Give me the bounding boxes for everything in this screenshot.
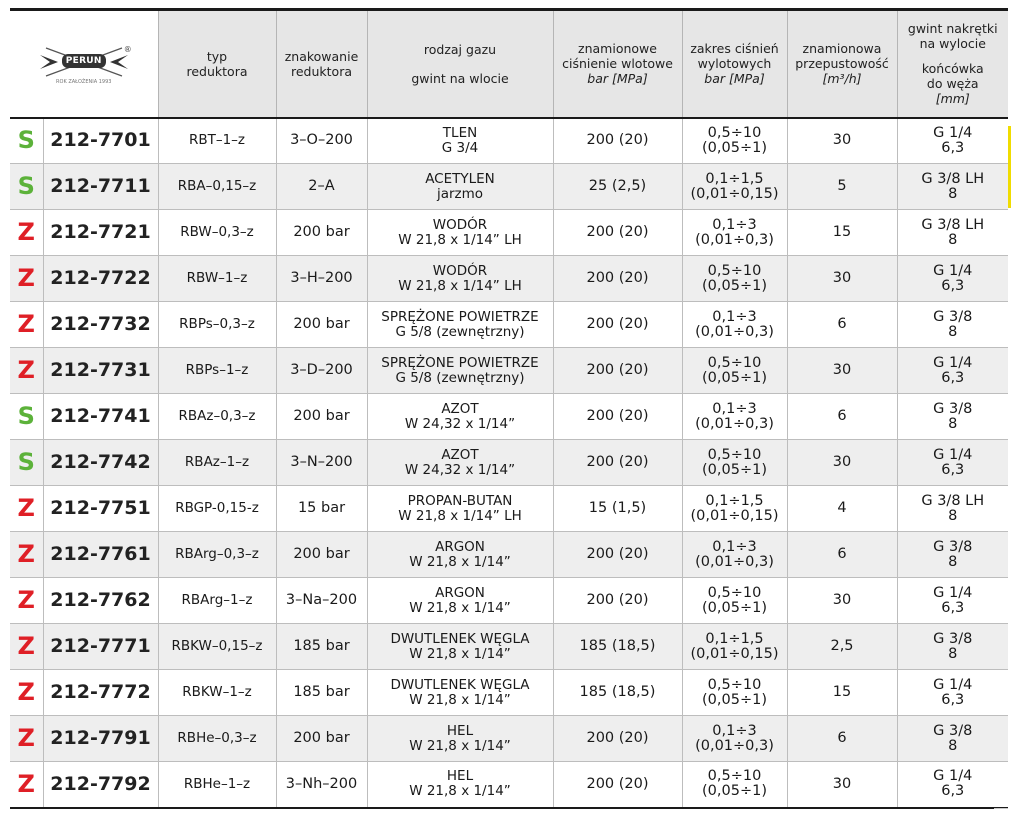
cell-typ: RBT–1–z bbox=[158, 118, 276, 164]
cell-typ: RBGP-0,15-z bbox=[158, 486, 276, 532]
cell-przepustowosc: 30 bbox=[787, 578, 897, 624]
cell-gwint: G 1/4 6,3 bbox=[897, 118, 1008, 164]
cell-gaz: ARGON W 21,8 x 1/14” bbox=[367, 578, 553, 624]
cell-znakowanie: 2–A bbox=[276, 164, 367, 210]
cell-zakres: 0,5÷10 (0,05÷1) bbox=[682, 256, 787, 302]
cell-zakres: 0,1÷3 (0,01÷0,3) bbox=[682, 532, 787, 578]
regulator-spec-sheet bbox=[10, 8, 1008, 809]
cell-znakowanie: 3–D–200 bbox=[276, 348, 367, 394]
cell-cisnienie: 200 (20) bbox=[553, 302, 682, 348]
class-badge: Z bbox=[10, 256, 43, 302]
cell-przepustowosc: 30 bbox=[787, 762, 897, 808]
catalog-number: 212-7741 bbox=[43, 394, 158, 440]
cell-znakowanie: 3–N–200 bbox=[276, 440, 367, 486]
catalog-number: 212-7751 bbox=[43, 486, 158, 532]
catalog-number: 212-7771 bbox=[43, 624, 158, 670]
cell-gwint: G 3/8 8 bbox=[897, 716, 1008, 762]
catalog-number: 212-7791 bbox=[43, 716, 158, 762]
header-zakres: zakres ciśnień wylotowych bar [MPa] bbox=[682, 10, 787, 118]
cell-znakowanie: 185 bar bbox=[276, 624, 367, 670]
cell-przepustowosc: 6 bbox=[787, 716, 897, 762]
cell-gaz: WODÓR W 21,8 x 1/14” LH bbox=[367, 256, 553, 302]
cell-cisnienie: 200 (20) bbox=[553, 210, 682, 256]
table-row bbox=[10, 486, 1008, 532]
cell-typ: RBArg–0,3–z bbox=[158, 532, 276, 578]
cell-cisnienie: 200 (20) bbox=[553, 716, 682, 762]
table-row bbox=[10, 762, 1008, 808]
class-badge: S bbox=[10, 164, 43, 210]
class-badge: Z bbox=[10, 486, 43, 532]
cell-cisnienie: 200 (20) bbox=[553, 394, 682, 440]
cell-cisnienie: 200 (20) bbox=[553, 578, 682, 624]
cell-gaz: ARGON W 21,8 x 1/14” bbox=[367, 532, 553, 578]
logo-cell bbox=[10, 10, 158, 118]
cell-typ: RBAz–0,3–z bbox=[158, 394, 276, 440]
perun-logo bbox=[36, 44, 132, 84]
catalog-number: 212-7761 bbox=[43, 532, 158, 578]
cell-przepustowosc: 30 bbox=[787, 440, 897, 486]
table-row bbox=[10, 394, 1008, 440]
class-badge: Z bbox=[10, 578, 43, 624]
cell-gwint: G 3/8 8 bbox=[897, 624, 1008, 670]
cell-znakowanie: 200 bar bbox=[276, 716, 367, 762]
class-badge: Z bbox=[10, 210, 43, 256]
cell-gaz: HEL W 21,8 x 1/14” bbox=[367, 762, 553, 808]
header-przepustowosc: znamionowa przepustowość [m³/h] bbox=[787, 10, 897, 118]
cell-gwint: G 3/8 8 bbox=[897, 394, 1008, 440]
cell-gwint: G 1/4 6,3 bbox=[897, 670, 1008, 716]
cell-cisnienie: 25 (2,5) bbox=[553, 164, 682, 210]
cell-typ: RBKW–0,15–z bbox=[158, 624, 276, 670]
regulator-table bbox=[10, 8, 1008, 809]
cell-zakres: 0,1÷3 (0,01÷0,3) bbox=[682, 302, 787, 348]
cell-zakres: 0,1÷3 (0,01÷0,3) bbox=[682, 210, 787, 256]
class-badge: Z bbox=[10, 302, 43, 348]
cell-cisnienie: 15 (1,5) bbox=[553, 486, 682, 532]
cell-cisnienie: 200 (20) bbox=[553, 256, 682, 302]
cell-przepustowosc: 5 bbox=[787, 164, 897, 210]
cell-typ: RBArg–1–z bbox=[158, 578, 276, 624]
header-znakowanie: znakowanie reduktora bbox=[276, 10, 367, 118]
catalog-number: 212-7731 bbox=[43, 348, 158, 394]
cell-znakowanie: 200 bar bbox=[276, 210, 367, 256]
cell-gaz: WODÓR W 21,8 x 1/14” LH bbox=[367, 210, 553, 256]
logo-tagline: ROK ZAŁOŻENIA 1993 bbox=[56, 78, 112, 85]
cell-znakowanie: 200 bar bbox=[276, 532, 367, 578]
cell-zakres: 0,1÷1,5 (0,01÷0,15) bbox=[682, 164, 787, 210]
cell-typ: RBW–0,3–z bbox=[158, 210, 276, 256]
cell-typ: RBAz–1–z bbox=[158, 440, 276, 486]
cell-znakowanie: 185 bar bbox=[276, 670, 367, 716]
header-gwint: gwint nakrętki na wylocie końcówka do węża [mm] bbox=[897, 10, 1008, 118]
cell-znakowanie: 3–O–200 bbox=[276, 118, 367, 164]
header-cisnienie: znamionowe ciśnienie wlotowe bar [MPa] bbox=[553, 10, 682, 118]
cell-gwint: G 3/8 8 bbox=[897, 532, 1008, 578]
cell-zakres: 0,1÷3 (0,01÷0,3) bbox=[682, 716, 787, 762]
class-badge: S bbox=[10, 394, 43, 440]
cell-gwint: G 3/8 8 bbox=[897, 302, 1008, 348]
table-row bbox=[10, 164, 1008, 210]
table-row bbox=[10, 348, 1008, 394]
cell-typ: RBKW–1–z bbox=[158, 670, 276, 716]
class-badge: Z bbox=[10, 624, 43, 670]
catalog-number: 212-7742 bbox=[43, 440, 158, 486]
table-row bbox=[10, 118, 1008, 164]
cell-gwint: G 1/4 6,3 bbox=[897, 578, 1008, 624]
cell-gaz: ACETYLEN jarzmo bbox=[367, 164, 553, 210]
header-row bbox=[10, 10, 1008, 118]
cell-przepustowosc: 15 bbox=[787, 210, 897, 256]
cell-typ: RBW–1–z bbox=[158, 256, 276, 302]
cell-typ: RBPs–1–z bbox=[158, 348, 276, 394]
class-badge: Z bbox=[10, 532, 43, 578]
cell-gwint: G 3/8 LH 8 bbox=[897, 486, 1008, 532]
cell-zakres: 0,1÷1,5 (0,01÷0,15) bbox=[682, 624, 787, 670]
cell-przepustowosc: 30 bbox=[787, 348, 897, 394]
cell-cisnienie: 200 (20) bbox=[553, 118, 682, 164]
cell-zakres: 0,1÷3 (0,01÷0,3) bbox=[682, 394, 787, 440]
cell-gwint: G 1/4 6,3 bbox=[897, 762, 1008, 808]
cell-znakowanie: 15 bar bbox=[276, 486, 367, 532]
cell-gwint: G 1/4 6,3 bbox=[897, 256, 1008, 302]
header-rodzaj-gazu: rodzaj gazu gwint na wlocie bbox=[367, 10, 553, 118]
table-row bbox=[10, 302, 1008, 348]
catalog-number: 212-7721 bbox=[43, 210, 158, 256]
cell-gaz: HEL W 21,8 x 1/14” bbox=[367, 716, 553, 762]
divider bbox=[994, 808, 1008, 809]
table-body bbox=[10, 118, 1008, 808]
cell-zakres: 0,5÷10 (0,05÷1) bbox=[682, 118, 787, 164]
header-typ: typ reduktora bbox=[158, 10, 276, 118]
cell-znakowanie: 3–Na–200 bbox=[276, 578, 367, 624]
logo-name: PERUN bbox=[65, 55, 102, 66]
cell-cisnienie: 200 (20) bbox=[553, 348, 682, 394]
cell-przepustowosc: 6 bbox=[787, 302, 897, 348]
catalog-number: 212-7762 bbox=[43, 578, 158, 624]
class-badge: Z bbox=[10, 762, 43, 808]
table-row bbox=[10, 716, 1008, 762]
cell-gaz: AZOT W 24,32 x 1/14” bbox=[367, 394, 553, 440]
catalog-number: 212-7722 bbox=[43, 256, 158, 302]
cell-przepustowosc: 4 bbox=[787, 486, 897, 532]
cell-cisnienie: 200 (20) bbox=[553, 762, 682, 808]
cell-gaz: SPRĘŻONE POWIETRZE G 5/8 (zewnętrzny) bbox=[367, 348, 553, 394]
table-row bbox=[10, 256, 1008, 302]
cell-gaz: DWUTLENEK WĘGLA W 21,8 x 1/14” bbox=[367, 670, 553, 716]
cell-przepustowosc: 6 bbox=[787, 394, 897, 440]
registered-mark: ® bbox=[123, 44, 132, 54]
cell-typ: RBHe–0,3–z bbox=[158, 716, 276, 762]
class-badge: Z bbox=[10, 670, 43, 716]
cell-przepustowosc: 2,5 bbox=[787, 624, 897, 670]
cell-znakowanie: 3–H–200 bbox=[276, 256, 367, 302]
cell-przepustowosc: 30 bbox=[787, 118, 897, 164]
cell-cisnienie: 200 (20) bbox=[553, 440, 682, 486]
highlight-marker bbox=[1008, 126, 1011, 208]
cell-gaz: SPRĘŻONE POWIETRZE G 5/8 (zewnętrzny) bbox=[367, 302, 553, 348]
cell-znakowanie: 200 bar bbox=[276, 302, 367, 348]
table-row bbox=[10, 578, 1008, 624]
cell-cisnienie: 185 (18,5) bbox=[553, 624, 682, 670]
cell-gaz: TLEN G 3/4 bbox=[367, 118, 553, 164]
cell-zakres: 0,5÷10 (0,05÷1) bbox=[682, 578, 787, 624]
cell-przepustowosc: 6 bbox=[787, 532, 897, 578]
cell-zakres: 0,5÷10 (0,05÷1) bbox=[682, 348, 787, 394]
catalog-number: 212-7772 bbox=[43, 670, 158, 716]
cell-zakres: 0,1÷1,5 (0,01÷0,15) bbox=[682, 486, 787, 532]
cell-cisnienie: 200 (20) bbox=[553, 532, 682, 578]
cell-zakres: 0,5÷10 (0,05÷1) bbox=[682, 440, 787, 486]
cell-gaz: AZOT W 24,32 x 1/14” bbox=[367, 440, 553, 486]
cell-gwint: G 1/4 6,3 bbox=[897, 440, 1008, 486]
cell-przepustowosc: 15 bbox=[787, 670, 897, 716]
cell-przepustowosc: 30 bbox=[787, 256, 897, 302]
table-row bbox=[10, 440, 1008, 486]
cell-gaz: DWUTLENEK WĘGLA W 21,8 x 1/14” bbox=[367, 624, 553, 670]
cell-gwint: G 3/8 LH 8 bbox=[897, 164, 1008, 210]
table-row bbox=[10, 210, 1008, 256]
cell-gwint: G 1/4 6,3 bbox=[897, 348, 1008, 394]
cell-gwint: G 3/8 LH 8 bbox=[897, 210, 1008, 256]
class-badge: S bbox=[10, 118, 43, 164]
cell-zakres: 0,5÷10 (0,05÷1) bbox=[682, 670, 787, 716]
cell-zakres: 0,5÷10 (0,05÷1) bbox=[682, 762, 787, 808]
catalog-number: 212-7711 bbox=[43, 164, 158, 210]
class-badge: S bbox=[10, 440, 43, 486]
table-row bbox=[10, 532, 1008, 578]
cell-gaz: PROPAN-BUTAN W 21,8 x 1/14” LH bbox=[367, 486, 553, 532]
cell-typ: RBA–0,15–z bbox=[158, 164, 276, 210]
table-row bbox=[10, 670, 1008, 716]
cell-znakowanie: 200 bar bbox=[276, 394, 367, 440]
cell-typ: RBHe–1–z bbox=[158, 762, 276, 808]
class-badge: Z bbox=[10, 348, 43, 394]
table-row bbox=[10, 624, 1008, 670]
cell-typ: RBPs–0,3–z bbox=[158, 302, 276, 348]
catalog-number: 212-7701 bbox=[43, 118, 158, 164]
catalog-number: 212-7732 bbox=[43, 302, 158, 348]
cell-cisnienie: 185 (18,5) bbox=[553, 670, 682, 716]
cell-znakowanie: 3–Nh–200 bbox=[276, 762, 367, 808]
class-badge: Z bbox=[10, 716, 43, 762]
catalog-number: 212-7792 bbox=[43, 762, 158, 808]
